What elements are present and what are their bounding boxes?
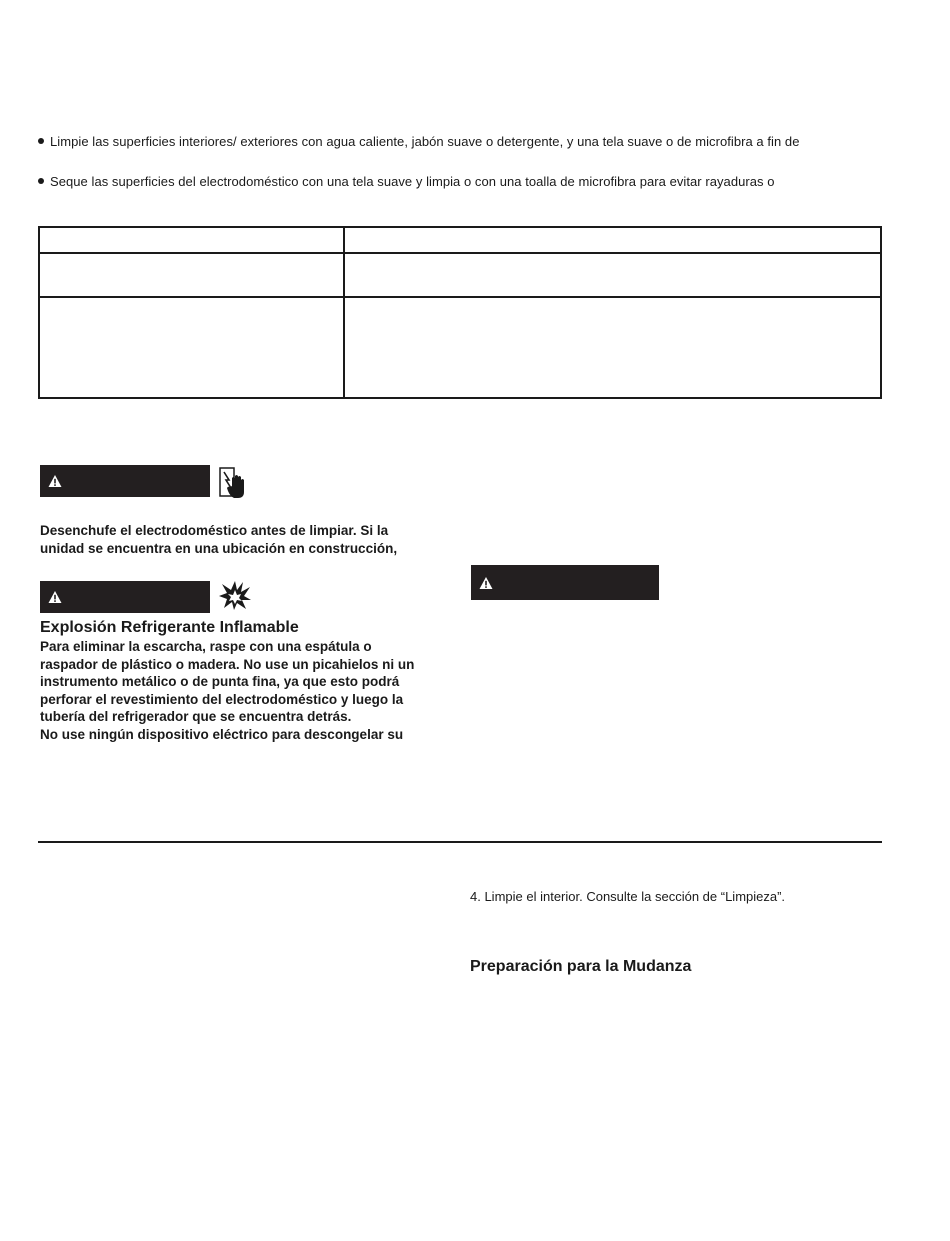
- warning-line: tubería del refrigerador que se encuentra detrás.: [40, 709, 352, 724]
- moving-preparation-heading: Preparación para la Mudanza: [470, 958, 692, 975]
- warning-line: instrumento metálico o de punta fina, ya que esto podrá: [40, 674, 400, 689]
- warning-triangle-icon: [48, 590, 62, 604]
- explosion-icon: [218, 579, 252, 611]
- table-row: [39, 297, 881, 398]
- table-cell: [39, 297, 344, 398]
- table-cell: [39, 227, 344, 253]
- table-cell: [344, 227, 881, 253]
- bullet-drying-surfaces: [38, 174, 775, 189]
- warning-banner-explosion: [40, 581, 210, 613]
- section-divider: [38, 841, 882, 843]
- warning-line: unidad se encuentra en una ubicación en construcción,: [40, 540, 398, 556]
- table-row: [39, 227, 881, 253]
- electric-shock-hand-icon: [218, 466, 248, 500]
- warning-banner-shock: [40, 465, 210, 497]
- bullet-cleaning-surfaces: [38, 134, 799, 149]
- table-cell: [39, 253, 344, 297]
- warning-triangle-icon: [48, 474, 62, 488]
- step-4-text: 4. Limpie el interior. Consulte la sección de “Limpieza”.: [470, 889, 786, 904]
- explosion-warning-title: Explosión Refrigerante Inflamable: [40, 619, 299, 636]
- bullet-text: Limpie las superficies interiores/ exteriores con agua caliente, jabón suave o detergente, y una tela suave o de microfibra a fin de: [50, 134, 800, 149]
- explosion-warning-text: [40, 638, 460, 743]
- table-row: [39, 253, 881, 297]
- warning-line: No use ningún dispositivo eléctrico para descongelar su: [40, 726, 404, 742]
- warning-triangle-icon: [479, 576, 493, 590]
- warning-line: Para eliminar la escarcha, raspe con una espátula o: [40, 639, 372, 654]
- warning-line: Desenchufe el electrodoméstico antes de limpiar. Si la: [40, 523, 389, 538]
- bullet-dot: [38, 178, 44, 184]
- bullet-text: Seque las superficies del electrodoméstico con una tela suave y limpia o con una toalla de microfibra para evitar rayaduras o: [50, 174, 775, 189]
- cleaning-table: [38, 226, 882, 399]
- table-cell: [344, 253, 881, 297]
- warning-banner-right: [471, 565, 659, 600]
- bullet-dot: [38, 138, 44, 144]
- warning-line: perforar el revestimiento del electrodoméstico y luego la: [40, 691, 404, 707]
- table-cell: [344, 297, 881, 398]
- warning-line: raspador de plástico o madera. No use un picahielos ni un: [40, 656, 415, 672]
- shock-warning-text: [40, 522, 460, 557]
